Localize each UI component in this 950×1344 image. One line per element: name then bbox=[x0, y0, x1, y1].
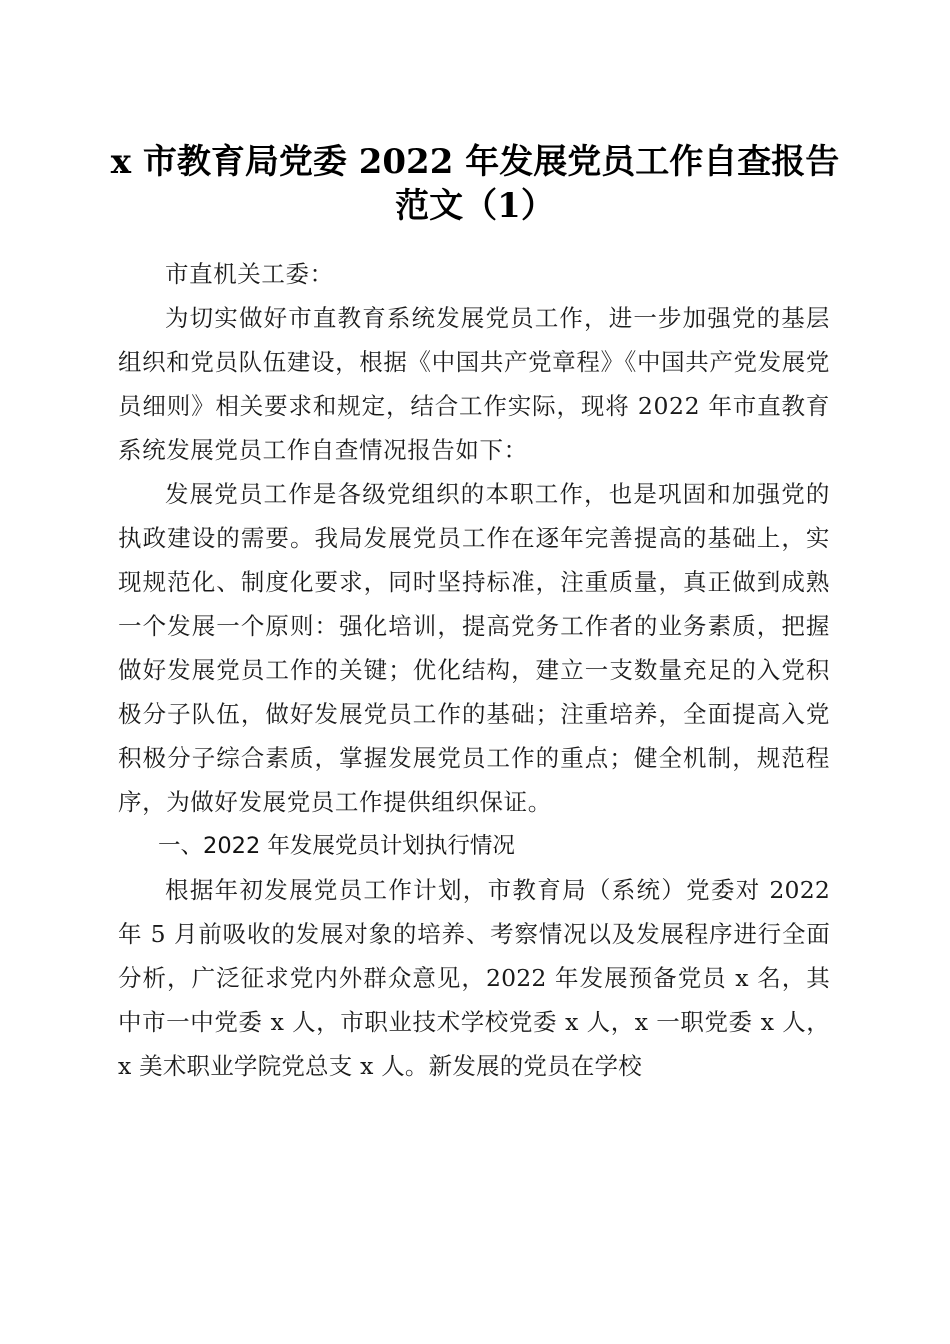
document-title-line-2: 范文（1） bbox=[395, 186, 555, 226]
document-body bbox=[118, 252, 830, 1088]
section-heading: 一、2022 年发展党员计划执行情况 bbox=[158, 833, 515, 859]
intro-paragraph: 为切实做好市直教育系统发展党员工作，进一步加强党的基层组织和党员队伍建设，根据《中国共产党章程》《中国共产党发展党员细则》相关要求和规定，结合工作实际，现将 2022 年市直教育系统发展党员工作自查情况报告如下： bbox=[118, 304, 830, 464]
salutation: 市直机关工委： bbox=[165, 260, 334, 288]
section-paragraph: 根据年初发展党员工作计划，市教育局（系统）党委对 2022 年 5 月前吸收的发展对象的培养、考察情况以及发展程序进行全面分析，广泛征求党内外群众意见，2022 年发展预备党员 x 名，其中市一中党委 x 人，市职业技术学校党委 x 人，x 一职党委 x 人，x 美术职业学院党总支 x 人。新发展的党员在学校 bbox=[118, 876, 830, 1080]
overview-paragraph: 发展党员工作是各级党组织的本职工作，也是巩固和加强党的执政建设的需要。我局发展党员工作在逐年完善提高的基础上，实现规范化、制度化要求，同时坚持标准，注重质量，真正做到成熟一个发展一个原则：强化培训，提高党务工作者的业务素质，把握做好发展党员工作的关键；优化结构，建立一支数量充足的入党积极分子队伍，做好发展党员工作的基础；注重培养，全面提高入党积极分子综合素质，掌握发展党员工作的重点；健全机制，规范程序，为做好发展党员工作提供组织保证。 bbox=[118, 480, 830, 816]
document-title-line-1: x 市教育局党委 2022 年发展党员工作自查报告 bbox=[110, 142, 840, 182]
